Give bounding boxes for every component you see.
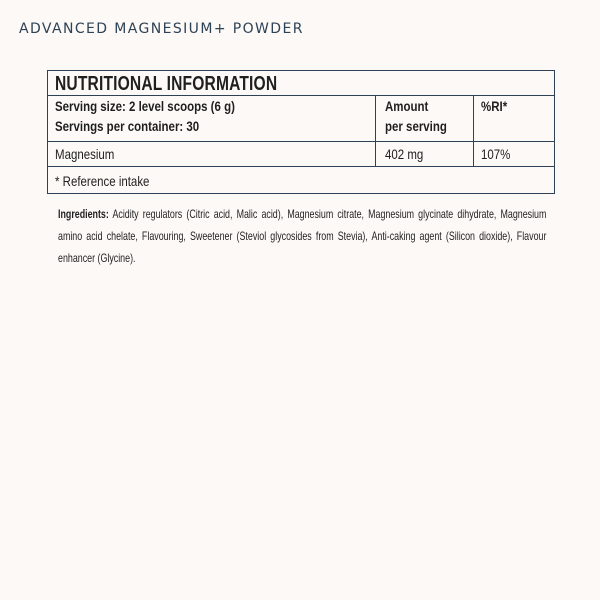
- nutrient-ri: 107%: [481, 146, 511, 162]
- table-divider: [48, 141, 554, 142]
- nutrition-table-title: NUTRITIONAL INFORMATION: [55, 73, 278, 95]
- nutrient-amount: 402 mg: [385, 146, 424, 162]
- serving-size: Serving size: 2 level scoops (6 g): [55, 98, 235, 114]
- nutrition-table: [47, 70, 555, 194]
- reference-intake-footnote: * Reference intake: [55, 173, 150, 189]
- product-title: ADVANCED MAGNESIUM+ POWDER: [19, 21, 304, 37]
- nutrient-name: Magnesium: [55, 146, 115, 162]
- amount-header-sub: per serving: [385, 118, 447, 134]
- ri-header: %RI*: [481, 98, 508, 114]
- table-divider: [48, 166, 554, 167]
- ingredients-text: [58, 203, 546, 269]
- amount-header: Amount: [385, 98, 429, 114]
- column-divider: [473, 95, 474, 166]
- ingredients-label: Ingredients:: [58, 207, 109, 221]
- ingredients-list: Acidity regulators (Citric acid, Malic acid), Magnesium citrate, Magnesium glycinate dihydrate, Magnesium amino acid chelate, Flavouring, Sweetener (Steviol glycosides from Stevia), Anti-caking agent (Silicon dioxide), Flavour enhancer (Glycine).: [58, 207, 547, 265]
- table-divider: [48, 95, 554, 96]
- column-divider: [375, 95, 376, 166]
- servings-per-container: Servings per container: 30: [55, 118, 200, 134]
